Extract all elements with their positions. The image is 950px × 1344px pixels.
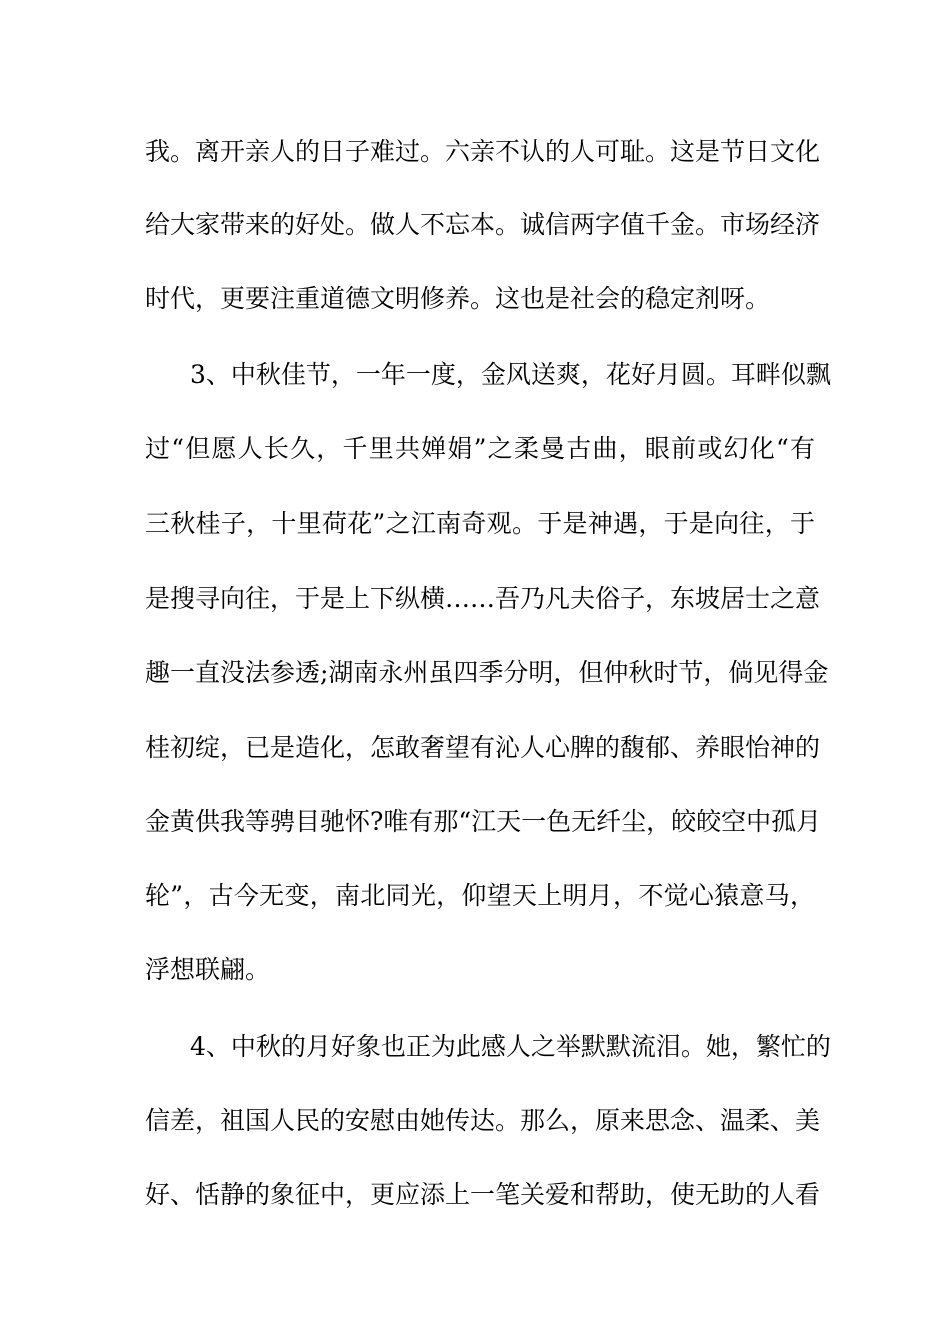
text-line-5: 过“但愿人长久，千里共婵娟”之柔曼古曲，眼前或幻化“有 <box>145 434 815 463</box>
text-line-11: 轮”，古今无变，南北同光，仰望天上明月，不觉心猿意马， <box>145 881 815 910</box>
text-line-7: 是搜寻向往，于是上下纵横……吾乃凡夫俗子，东坡居士之意 <box>145 584 821 613</box>
text-line-9: 桂初绽，已是造化，怎敢奢望有沁人心脾的馥郁、养眼怡神的 <box>145 733 821 762</box>
text-line-14: 信差，祖国人民的安慰由她传达。那么，原来思念、温柔、美 <box>145 1106 821 1135</box>
text-line-13: 4、中秋的月好象也正为此感人之举默默流泪。她，繁忙的 <box>190 1032 831 1061</box>
text-line-3: 时代，更要注重道德文明修养。这也是社会的稳定剂呀。 <box>145 284 771 313</box>
text-line-1: 我。离开亲人的日子难过。六亲不认的人可耻。这是节日文化 <box>145 137 821 166</box>
text-line-2: 给大家带来的好处。做人不忘本。诚信两字值千金。市场经济 <box>145 210 821 239</box>
text-line-8: 趣一直没法参透;湖南永州虽四季分明，但仲秋时节，倘见得金 <box>145 658 829 687</box>
text-line-4: 3、中秋佳节，一年一度，金风送爽，花好月圆。耳畔似飘 <box>190 360 831 389</box>
text-line-6: 三秋桂子，十里荷花”之江南奇观。于是神遇，于是向往，于 <box>145 509 815 538</box>
text-line-10: 金黄供我等骋目驰怀?唯有那“江天一色无纤尘，皎皎空中孤月 <box>145 807 822 836</box>
text-line-15: 好、恬静的象征中，更应添上一笔关爱和帮助，使无助的人看 <box>145 1180 821 1209</box>
text-line-12: 浮想联翩。 <box>145 955 271 984</box>
